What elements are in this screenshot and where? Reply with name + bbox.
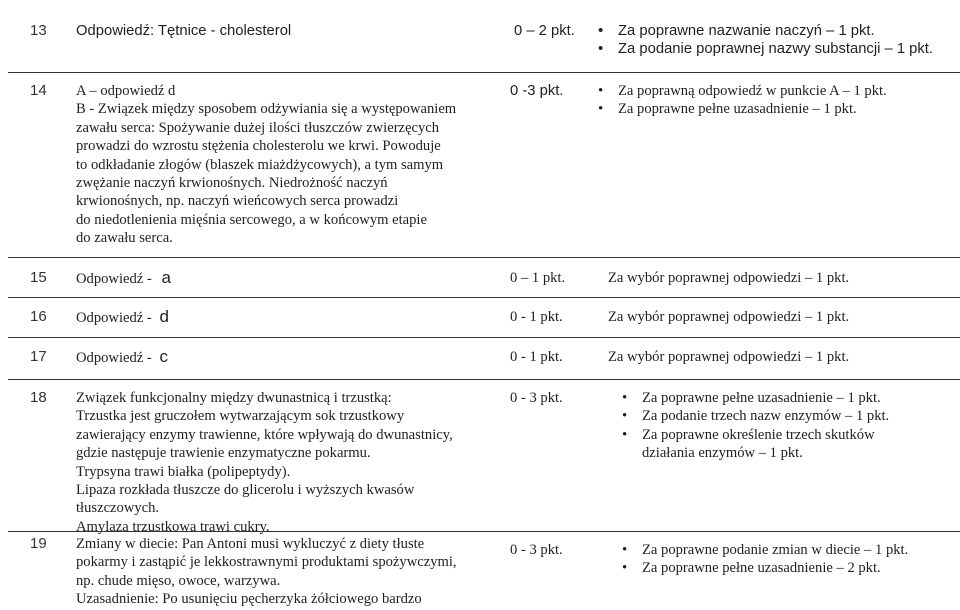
criterion-continuation: działania enzymów – 1 pkt. [642,445,803,461]
answer-text [76,308,169,327]
criterion-item: • Za poprawne pełne uzasadnienie – 1 pkt. [594,100,887,118]
row-number: 14 [30,82,47,99]
points-range: 0 - 1 pkt. [510,349,563,365]
answer-line: Zmiany w diecie: Pan Antoni musi wykluczyć z diety tłuste [76,536,425,552]
answer-line: Trzustka jest gruczołem wytwarzającym sok trzustkowy [76,408,405,425]
criterion-item: • Za poprawne określenie trzech skutków [618,426,889,444]
row-14 [8,72,960,258]
criterion-item: • Za poprawne pełne uzasadnienie – 1 pkt. [618,389,889,407]
row-number: 13 [30,22,47,39]
answer-line: zwężanie naczyń krwionośnych. Niedrożność naczyń [76,175,388,192]
answer-line: zawierający enzymy trawienne, które wpływają do dwunastnicy, [76,426,453,443]
criterion-item: • Za poprawne podanie zmian w diecie – 1 pkt. [618,541,908,559]
answer-line: A – odpowiedź d [76,83,176,99]
answer-label: Odpowiedź - [76,310,152,326]
answer-line: prowadzi do wzrostu stężenia cholesterolu we krwi. Powoduje [76,138,441,155]
answer-text: Odpowiedź: Tętnice - cholesterol [76,23,292,39]
answer-line: gdzie następuje trawienie enzymatyczne pokarmu. [76,445,371,462]
row-number: 17 [30,348,47,365]
answer-line: Uzasadnienie: Po usunięciu pęcherzyka żółciowego bardzo [76,591,422,608]
row-number: 15 [30,269,47,286]
answer-line: Lipaza rozkłada tłuszcze do glicerolu i wyższych kwasów [76,482,415,499]
answer-line: Amylaza trzustkowa trawi cukry. [76,518,270,535]
points-range: 0 - 3 pkt. [510,542,563,558]
scoring-criteria [618,389,889,444]
answer-letter: c [159,347,168,366]
scoring-criteria [594,82,887,119]
answer-line: Związek funkcjonalny między dwunastnicą i trzustką: [76,390,392,406]
row-16 [8,297,960,338]
row-number: 16 [30,308,47,325]
row-17 [8,337,960,378]
answer-line: do niedotlenienia mięśnia sercowego, a w końcowym etapie [76,211,427,228]
row-19 [8,531,960,610]
points-range: 0 - 3 pkt. [510,390,563,406]
criterion-item: • Za poprawne pełne uzasadnienie – 2 pkt. [618,559,908,577]
row-number: 18 [30,389,47,406]
criterion-item: • Za podanie trzech nazw enzymów – 1 pkt. [618,407,889,425]
answer-text [76,535,457,609]
criterion-item: • Za poprawne nazwanie naczyń – 1 pkt. [594,22,933,40]
scoring-criteria [594,22,933,59]
answer-text [76,269,171,288]
answer-line: Trypsyna trawi białka (polipeptydy). [76,463,291,480]
answer-line: do zawału serca. [76,230,173,247]
points-range: 0 -3 pkt. [510,83,564,99]
answer-key-table [8,4,960,609]
criterion-item: • Za podanie poprawnej nazwy substancji – 1 pkt. [594,40,933,58]
criterion-item: Za wybór poprawnej odpowiedzi – 1 pkt. [608,270,850,286]
answer-line: tłuszczowych. [76,500,160,517]
row-number: 19 [30,535,47,552]
answer-line: pokarmy i zastąpić je lekkostrawnymi produktami spożywczymi, [76,554,457,571]
answer-label: Odpowiedź - [76,271,152,287]
row-18 [8,379,960,535]
answer-label: Odpowiedź - [76,350,152,366]
points-range: 0 - 1 pkt. [510,309,563,325]
answer-line: np. chude mięso, owoce, warzywa. [76,572,281,589]
scoring-criteria [618,541,908,578]
answer-letter: d [159,307,169,326]
criterion-item: Za wybór poprawnej odpowiedzi – 1 pkt. [608,349,850,365]
answer-text [76,348,168,367]
answer-line: B - Związek między sposobem odżywiania się a występowaniem [76,101,457,118]
criterion-item: • Za poprawną odpowiedź w punkcie A – 1 pkt. [594,82,887,100]
answer-text [76,82,456,248]
criterion-item: Za wybór poprawnej odpowiedzi – 1 pkt. [608,309,850,325]
row-13 [8,4,960,64]
answer-text [76,389,453,536]
answer-letter: a [161,268,171,287]
points-range: 0 – 2 pkt. [514,23,575,39]
answer-line: zawału serca: Spożywanie dużej ilości tłuszczów zwierzęcych [76,119,440,136]
row-15 [8,257,960,298]
points-range: 0 – 1 pkt. [510,270,566,286]
answer-line: krwionośnych, np. naczyń wieńcowych serca prowadzi [76,193,399,210]
answer-line: to odkładanie złogów (blaszek miażdżycowych), a tym samym [76,156,444,173]
